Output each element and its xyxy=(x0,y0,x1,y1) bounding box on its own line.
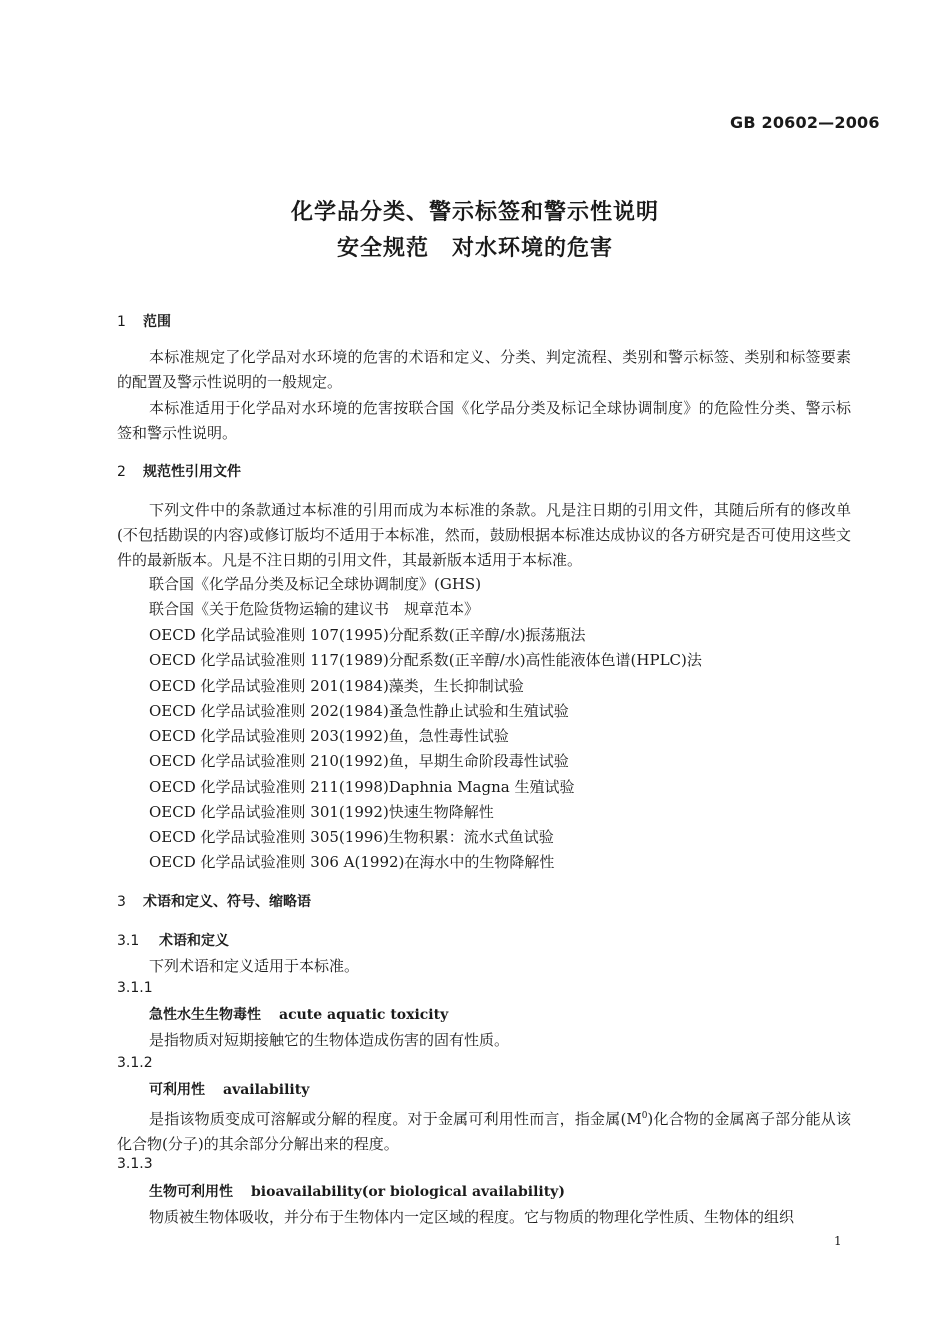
section-1-paragraph-2: 本标准适用于化学品对水环境的危害按联合国《化学品分类及标记全球协调制度》的危险性分类、警示标签和警示性说明。 xyxy=(117,399,851,442)
reference-item: OECD 化学品试验准则 211(1998)Daphnia Magna 生殖试验 xyxy=(149,778,575,796)
term-english: acute aquatic toxicity xyxy=(279,1007,449,1023)
section-1-heading xyxy=(117,311,171,331)
document-title-line1: 化学品分类、警示标签和警示性说明 xyxy=(290,200,659,225)
term-number: 3.1.3 xyxy=(117,1156,153,1172)
reference-item: OECD 化学品试验准则 202(1984)蚤急性静止试验和生殖试验 xyxy=(149,702,569,720)
reference-item: OECD 化学品试验准则 301(1992)快速生物降解性 xyxy=(149,803,494,821)
section-number: 2 xyxy=(117,464,126,480)
document-title-line2: 安全规范 对水环境的危害 xyxy=(336,236,613,261)
term-chinese: 生物可利用性 xyxy=(149,1184,233,1200)
reference-item: OECD 化学品试验准则 107(1995)分配系数(正辛醇/水)振荡瓶法 xyxy=(149,626,586,644)
section-title: 术语和定义、符号、缩略语 xyxy=(143,894,311,910)
section-1-paragraph-1: 本标准规定了化学品对水环境的危害的术语和定义、分类、判定流程、类别和警示标签、类别和标签要素的配置及警示性说明的一般规定。 xyxy=(117,348,851,391)
superscript: 0 xyxy=(641,1111,648,1121)
term-chinese: 可利用性 xyxy=(149,1082,205,1098)
term-heading xyxy=(149,1004,448,1024)
subsection-intro: 下列术语和定义适用于本标准。 xyxy=(149,957,360,975)
reference-item: OECD 化学品试验准则 117(1989)分配系数(正辛醇/水)高性能液体色谱(HPLC)法 xyxy=(149,651,702,669)
subsection-title: 术语和定义 xyxy=(159,933,229,949)
term-heading xyxy=(149,1079,309,1099)
section-number: 3 xyxy=(117,894,126,910)
section-2-intro: 下列文件中的条款通过本标准的引用而成为本标准的条款。凡是注日期的引用文件，其随后所有的修改单(不包括勘误的内容)或修订版均不适用于本标准，然而，鼓励根据本标准达成协议的各方研究是否可使用这些文件的最新版本。凡是不注日期的引用文件，其最新版本适用于本标准。 xyxy=(117,501,851,569)
section-number: 1 xyxy=(117,314,126,330)
term-definition: 是指物质对短期接触它的生物体造成伤害的固有性质。 xyxy=(149,1031,510,1049)
reference-item: OECD 化学品试验准则 210(1992)鱼，早期生命阶段毒性试验 xyxy=(149,752,569,770)
section-2-heading xyxy=(117,461,241,481)
term-number: 3.1.2 xyxy=(117,1055,153,1071)
term-definition xyxy=(117,1104,851,1157)
subsection-number: 3.1 xyxy=(117,933,140,949)
reference-item: OECD 化学品试验准则 203(1992)鱼，急性毒性试验 xyxy=(149,727,509,745)
term-english: availability xyxy=(223,1082,310,1098)
reference-item: OECD 化学品试验准则 201(1984)藻类，生长抑制试验 xyxy=(149,677,524,695)
section-3-heading xyxy=(117,891,311,911)
subsection-3-1-heading xyxy=(117,930,229,950)
term-number: 3.1.1 xyxy=(117,980,153,996)
standard-number: GB 20602—2006 xyxy=(730,113,880,132)
reference-item: OECD 化学品试验准则 306 A(1992)在海水中的生物降解性 xyxy=(149,853,555,871)
term-definition: 物质被生物体吸收，并分布于生物体内一定区域的程度。它与物质的物理化学性质、生物体的组织 xyxy=(149,1208,795,1226)
reference-item: OECD 化学品试验准则 305(1996)生物积累：流水式鱼试验 xyxy=(149,828,554,846)
term-heading xyxy=(149,1181,565,1201)
term-english: bioavailability(or biological availability) xyxy=(251,1184,565,1200)
section-title: 规范性引用文件 xyxy=(143,464,241,480)
term-definition-part2: )化合物的金属离子部分能从该化合物(分子)的其余部分分解出来的程度。 xyxy=(117,1110,851,1153)
term-chinese: 急性水生生物毒性 xyxy=(149,1007,261,1023)
page-number: 1 xyxy=(834,1234,842,1248)
reference-item: 联合国《化学品分类及标记全球协调制度》(GHS) xyxy=(149,575,482,593)
term-definition-part1: 是指该物质变成可溶解或分解的程度。对于金属可利用性而言，指金属(M xyxy=(149,1110,642,1128)
section-title: 范围 xyxy=(143,314,171,330)
reference-item: 联合国《关于危险货物运输的建议书 规章范本》 xyxy=(149,600,480,618)
